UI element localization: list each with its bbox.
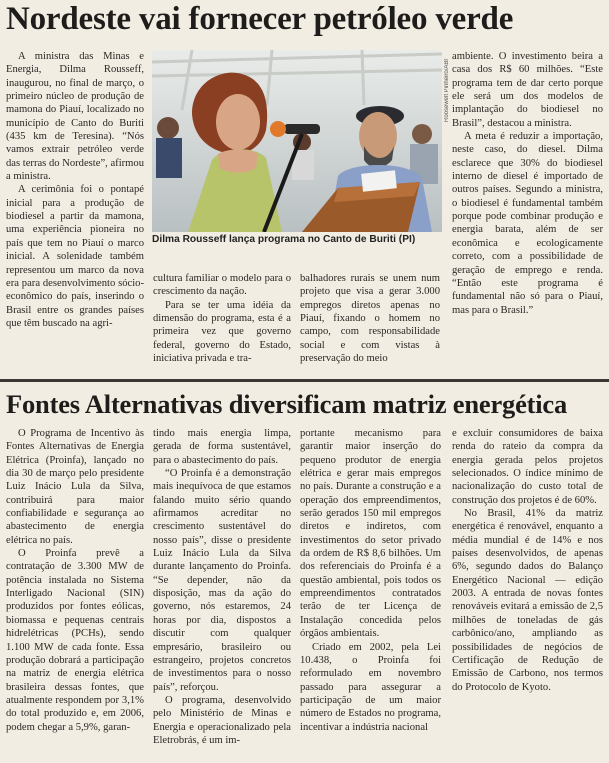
article2-column-1 bbox=[6, 427, 144, 734]
paragraph: e excluir consumidores de baixa renda do rateio da compra da energia gerada pelos projetos selecionados. O índice mínimo de nacionalização do custo total de construção dos projetos é de 60%. bbox=[452, 428, 603, 506]
paragraph: cultura familiar o modelo para o crescimento da nação. bbox=[153, 273, 291, 298]
article1-photo bbox=[152, 50, 442, 232]
paragraph: portante mecanismo para garantir maior inserção do pequeno produtor de energia elétrica e gerar mais empregos no país. Durante a construção e a operação dos empreendimentos, serão gerados 150 mil empregos diretos e indiretos, com investimentos do setor privado da ordem de R$ 8,6 bilhões. Um dos referenciais do Proinfa é a questão ambiental, pois todos os empreendimentos contratados terão de ter Licença de Instalação concedida pelos órgãos ambientais. bbox=[300, 428, 441, 640]
paragraph: balhadores rurais se unem num projeto que visa a gerar 3.000 empregos diretos apenas no Piauí, fixando o homem no campo, com responsabilidade social e com vistas à preservação do meio bbox=[300, 273, 440, 365]
paragraph: A cerimônia foi o pontapé inicial para a produção de biodiesel a partir da mamona, uma experiência pioneira no país que tem no Piauí o marco inicial. A solenidade também representou um marco da nova era para desenvolvimento sócio-econômico do país, inserindo o Brasil entre os grandes países que têm buscado na agri- bbox=[6, 184, 144, 329]
photo-credit: Roosewelt Pinheiro/ABr bbox=[444, 58, 450, 122]
paragraph: O Proinfa prevê a contratação de 3.300 MW de potência instalada no Sistema Interligado Nacional (SIN) produzidos por fontes eólicas, biomassa e pequenas centrais hidrelétricas (PCHs), sendo 1.100 MW de cada fonte. Essa produção dobrará a participação na matriz de energia elétrica brasileira dessas fontes, que atualmente respondem por 3,1% do total produzido e, em 2006, podem chegar a 5,9%, garan- bbox=[6, 548, 144, 733]
paragraph: tindo mais energia limpa, gerada de forma sustentável, para o abastecimento do país. bbox=[153, 428, 291, 466]
article1-column-3 bbox=[300, 272, 440, 365]
section-divider bbox=[0, 379, 609, 382]
paragraph: Criado em 2002, pela Lei 10.438, o Proinfa foi reformulado em novembro passado para assegurar a participação de um maior número de Estados no programa, incentivar a indústria nacional bbox=[300, 641, 441, 733]
photo-illustration bbox=[152, 50, 442, 232]
paragraph: Para se ter uma idéia da dimensão do programa, esta é a primeira vez que governo federal, governo do Estado, iniciativa privada e tra- bbox=[153, 299, 291, 365]
article1-column-4 bbox=[452, 50, 603, 317]
article2-column-4 bbox=[452, 427, 603, 694]
article1-headline: Nordeste vai fornecer petróleo verde bbox=[6, 1, 514, 37]
photo-caption: Dilma Rousseff lança programa no Canto de Buriti (PI) bbox=[152, 234, 416, 245]
article1-column-1 bbox=[6, 50, 144, 330]
article2-column-2 bbox=[153, 427, 291, 747]
paragraph: ambiente. O investimento beira a casa dos R$ 60 milhões. “Este programa tem de dar certo porque ele será um dos modelos de implantação do biodiesel no Brasil”, destacou a ministra. bbox=[452, 51, 603, 129]
paragraph: A meta é reduzir a importação, neste caso, do diesel. Dilma esclarece que 30% do biodiesel interno de diesel é importado de outros países. Segundo a ministra, o biodiesel é fundamental também porque pode combinar produção e energia barata, além de ser econômica e ecologicamente correto, com a possibilidade de geração de emprego e renda. “Então este programa é fundamental não só para o Piauí, mas para o Brasil.” bbox=[452, 131, 603, 316]
paragraph: O programa, desenvolvido pelo Ministério de Minas e Energia e operacionalizado pela Eletrobrás, é um im- bbox=[153, 694, 291, 746]
paragraph: A ministra das Minas e Energia, Dilma Rousseff, inaugurou, no final de março, o primeiro núcleo de produção de mamona do Piauí, localizado no município de Canto do Buriti (435 km de Teresina). “Nós vamos extrair petróleo verde das terras do Nordeste”, afirmou a ministra. bbox=[6, 51, 144, 183]
paragraph: No Brasil, 41% da matriz energética é renovável, enquanto a média mundial é de 14% e nos países desenvolvidos, de apenas 6%, segundo dados do Balanço Energético Nacional — edição 2003. A entrada de novas fontes renováveis evitará a emissão de 2,5 milhões de toneladas de gás carbônico/ano, ampliando as possibilidades de negócios de Certificação de Redução de Emissão de Carbono, nos termos do Protocolo de Kyoto. bbox=[452, 508, 603, 693]
paragraph: O Programa de Incentivo às Fontes Alternativas de Energia Elétrica (Proinfa), lançado no dia 30 de março pelo presidente Luiz Inácio Lula da Silva, contribuirá para maior confiabilidade e segurança ao abastecimento de energia elétrica no país. bbox=[6, 428, 144, 546]
paragraph: “O Proinfa é a demonstração mais inequívoca de que estamos falando muito sério quando afirmamos acreditar no crescimento sustentável do nosso país”, disse o presidente Luiz Inácio Lula da Silva durante lançamento do Proinfa. “Se depender, não da disposição, mas da ação do governo, nós estaremos, 24 horas por dia, dispostos a discutir com qualquer empresário, brasileiro ou estrangeiro, projetos concretos de investimentos para o nosso país”, reforçou. bbox=[153, 468, 291, 693]
article2-column-3 bbox=[300, 427, 441, 734]
article1-column-2 bbox=[153, 272, 291, 365]
article2-headline: Fontes Alternativas diversificam matriz energética bbox=[6, 389, 568, 419]
